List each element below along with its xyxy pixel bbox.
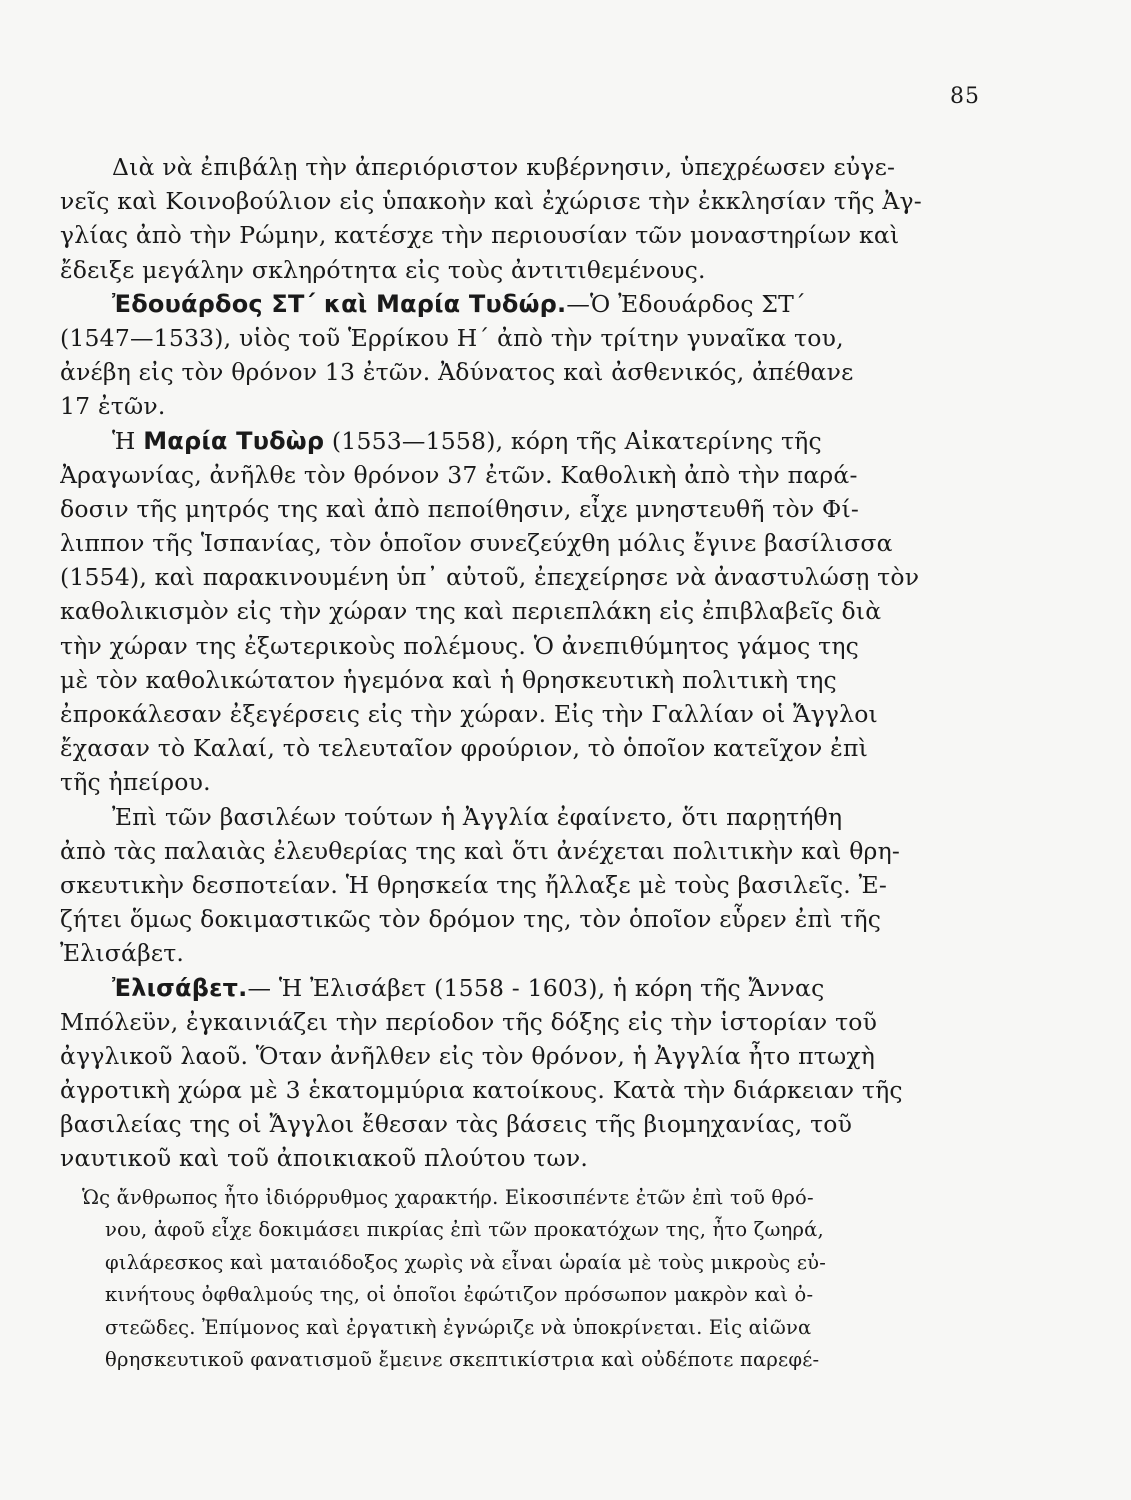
small-text-line: φιλάρεσκος καὶ ματαιόδοξος χωρὶς νὰ εἶναι ὡραία μὲ τοὺς μικροὺς εὐ- xyxy=(105,1250,827,1274)
text-fragment: (1553—1558), κόρη τῆς Αἰκατερίνης τῆς xyxy=(324,426,822,455)
text-line: (1547—1533), υἱὸς τοῦ Ἑρρίκου Η΄ ἀπὸ τὴν τρίτην γυναῖκα του, xyxy=(60,323,844,352)
text-line: λιππον τῆς Ἱσπανίας, τὸν ὁποῖον συνεζεύχθη μόλις ἔγινε βασίλισσα xyxy=(60,529,893,558)
text-line: ἀγγλικοῦ λαοῦ. Ὅταν ἀνῆλθεν εἰς τὸν θρόνον, ἡ Ἀγγλία ἦτο πτωχὴ xyxy=(60,1041,876,1070)
text-fragment: Ἡ xyxy=(112,426,144,455)
section-heading-mary: Μαρία Τυδὼρ xyxy=(143,426,325,455)
text-line: νεῖς καὶ Κοινοβούλιον εἰς ὑπακοὴν καὶ ἐχώρισε τὴν ἐκκλησίαν τῆς Ἀγ- xyxy=(60,187,922,216)
text-line: ἔχασαν τὸ Καλαί, τὸ τελευταῖον φρούριον, τὸ ὁποῖον κατεῖχον ἐπὶ xyxy=(60,734,869,763)
text-line: ἐπροκάλεσαν ἐξεγέρσεις εἰς τὴν χώραν. Εἰς τὴν Γαλλίαν οἱ Ἄγγλοι xyxy=(60,700,878,728)
text-line: τῆς ἠπείρου. xyxy=(60,768,211,797)
text-line: Ἐλισάβετ. xyxy=(60,939,185,968)
text-line: Μπόλεϋν, ἐγκαινιάζει τὴν περίοδον τῆς δόξης εἰς τὴν ἱστορίαν τοῦ xyxy=(60,1007,878,1036)
text-fragment: —Ὁ Ἐδουάρδος ΣΤ΄ xyxy=(566,289,806,318)
text-line: δοσιν τῆς μητρός της καὶ ἀπὸ πεποίθησιν, εἶχε μνηστευθῆ τὸν Φί- xyxy=(60,494,860,523)
text-line: Ἐπὶ τῶν βασιλέων τούτων ἡ Ἀγγλία ἐφαίνετο, ὅτι παρῃτήθη xyxy=(112,802,843,831)
small-text-line: Ὡς ἄνθρωπος ἦτο ἰδιόρρυθμος χαρακτήρ. Εἰκοσιπέντε ἐτῶν ἐπὶ τοῦ θρό- xyxy=(82,1186,814,1209)
text-line: τὴν χώραν της ἐξωτερικοὺς πολέμους. Ὁ ἀνεπιθύμητος γάμος της xyxy=(60,631,859,660)
text-line: ναυτικοῦ καὶ τοῦ ἀποικιακοῦ πλούτου των. xyxy=(60,1144,589,1173)
text-line: καθολικισμὸν εἰς τὴν χώραν της καὶ περιεπλάκη εἰς ἐπιβλαβεῖς διὰ xyxy=(60,597,882,626)
text-line: γλίας ἀπὸ τὴν Ρώμην, κατέσχε τὴν περιουσίαν τῶν μοναστηρίων καὶ xyxy=(60,221,900,250)
small-text-line: θρησκευτικοῦ φανατισμοῦ ἔμεινε σκεπτικίστρια καὶ οὐδέποτε παρεφέ- xyxy=(105,1347,820,1371)
small-text-line: νου, ἀφοῦ εἶχε δοκιμάσει πικρίας ἐπὶ τῶν προκατόχων της, ἦτο ζωηρά, xyxy=(105,1218,824,1242)
text-line: βασιλείας της οἱ Ἄγγλοι ἔθεσαν τὰς βάσεις τῆς βιομηχανίας, τοῦ xyxy=(60,1110,853,1139)
section-heading-edward: Ἐδουάρδος ΣΤ΄ καὶ Μαρία Τυδώρ. xyxy=(112,289,567,318)
text-line: ζήτει ὅμως δοκιμαστικῶς τὸν δρόμον της, τὸν ὁποῖον εὗρεν ἐπὶ τῆς xyxy=(60,905,882,934)
small-text-line: στεῶδες. Ἐπίμονος καὶ ἐργατικὴ ἐγνώριζε νὰ ὑποκρίνεται. Εἰς αἰῶνα xyxy=(105,1315,812,1339)
text-line: ἀγροτικὴ χώρα μὲ 3 ἑκατομμύρια κατοίκους. Κατὰ τὴν διάρκειαν τῆς xyxy=(60,1076,903,1105)
small-text-line: κινήτους ὀφθαλμούς της, οἱ ὁποῖοι ἐφώτιζον πρόσωπον μακρὸν καὶ ὀ- xyxy=(105,1283,814,1307)
page-number: 85 xyxy=(950,84,980,109)
section-heading-elizabeth: Ἐλισάβετ. xyxy=(112,973,248,1002)
mary-paragraph-first-line xyxy=(60,424,990,458)
text-line: σκευτικὴν δεσποτείαν. Ἡ θρησκεία της ἤλλαξε μὲ τοὺς βασιλεῖς. Ἐ- xyxy=(60,870,887,899)
elizabeth-paragraph-first-line xyxy=(60,971,990,1005)
small-print-paragraph xyxy=(60,1182,1020,1376)
text-line: Διὰ νὰ ἐπιβάλῃ τὴν ἀπεριόριστον κυβέρνησιν, ὑπεχρέωσεν εὐγε- xyxy=(112,153,896,181)
text-line: ἀνέβη εἰς τὸν θρόνον 13 ἐτῶν. Ἀδύνατος καὶ ἀσθενικός, ἀπέθανε xyxy=(60,358,854,387)
main-text xyxy=(60,150,990,1176)
edward-paragraph-first-line xyxy=(60,287,990,321)
text-fragment: — Ἡ Ἐλισάβετ (1558 - 1603), ἡ κόρη τῆς Ἄννας xyxy=(247,973,825,1002)
text-line: Ἀραγωνίας, ἀνῆλθε τὸν θρόνον 37 ἐτῶν. Καθολικὴ ἀπὸ τὴν παρά- xyxy=(60,460,858,489)
text-line: (1554), καὶ παρακινουμένη ὑπ᾽ αὐτοῦ, ἐπεχείρησε νὰ ἀναστυλώσῃ τὸν xyxy=(60,563,920,592)
text-line: ἀπὸ τὰς παλαιὰς ἐλευθερίας της καὶ ὅτι ἀνέχεται πολιτικὴν καὶ θρη- xyxy=(60,836,900,865)
text-line: 17 ἐτῶν. xyxy=(60,392,166,421)
text-line: ἔδειξε μεγάλην σκληρότητα εἰς τοὺς ἀντιτιθεμένους. xyxy=(60,255,706,284)
text-line: μὲ τὸν καθολικώτατον ἡγεμόνα καὶ ἡ θρησκευτικὴ πολιτικὴ της xyxy=(60,665,837,694)
